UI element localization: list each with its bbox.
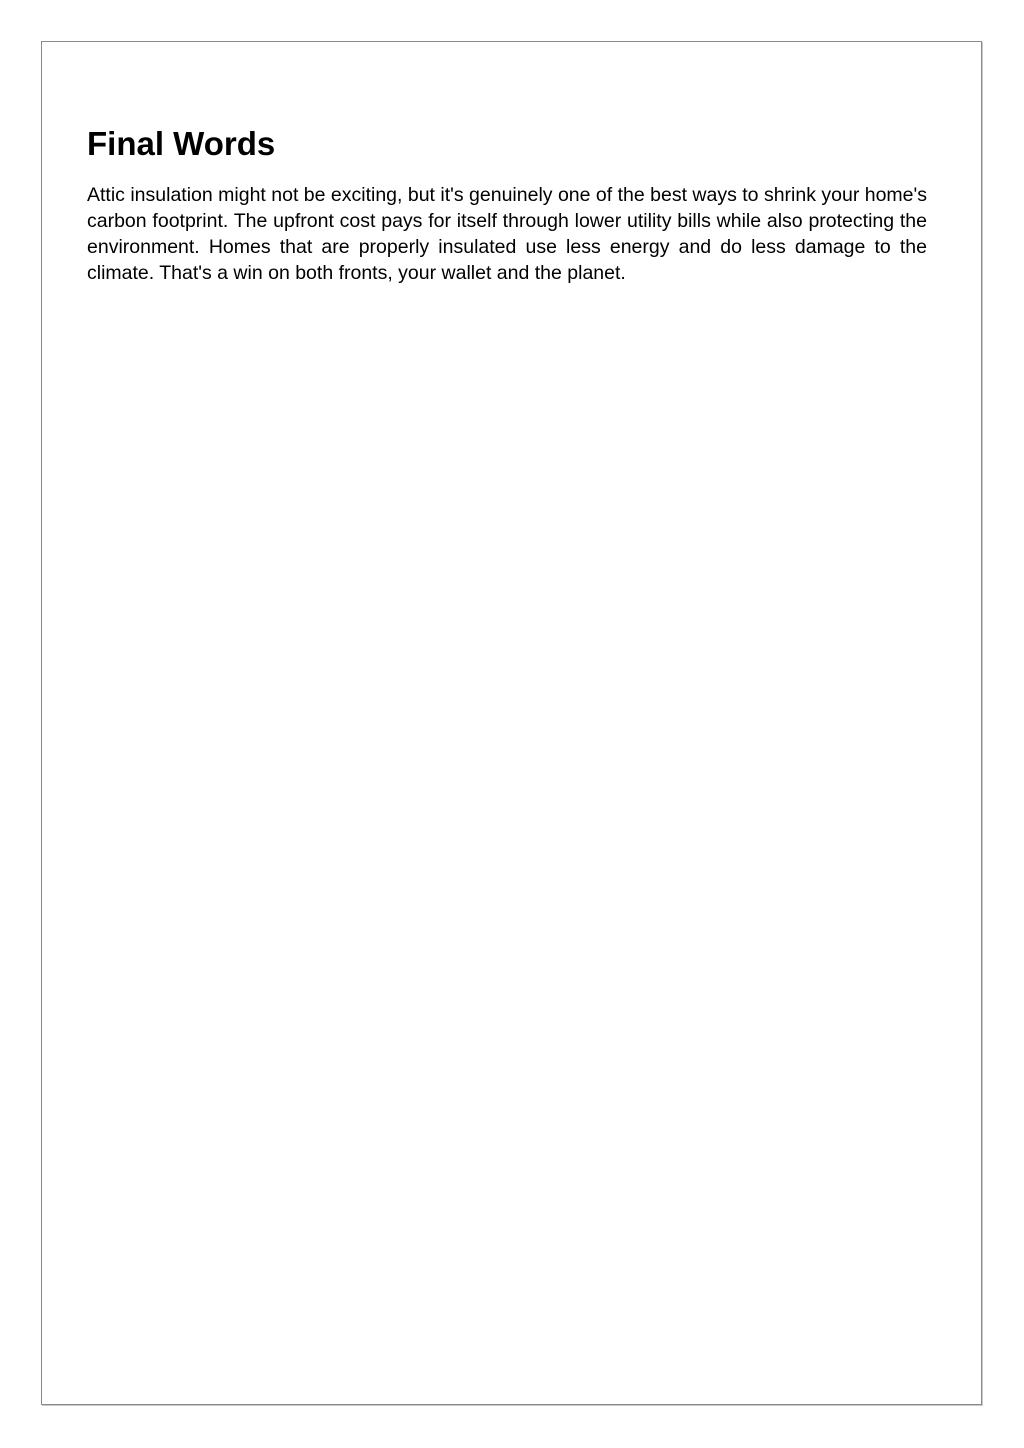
page-content: [87, 122, 927, 286]
document-page: [41, 41, 982, 1405]
section-heading: Final Words: [87, 125, 276, 162]
body-paragraph: Attic insulation might not be exciting, but it's genuinely one of the best ways to shrink your home's carbon footprint. The upfront cost pays for itself through lower utility bills while also protecting the environment. Homes that are properly insulated use less energy and do less damage to the climate. That's a win on both fronts, your wallet and the planet.: [87, 184, 927, 284]
